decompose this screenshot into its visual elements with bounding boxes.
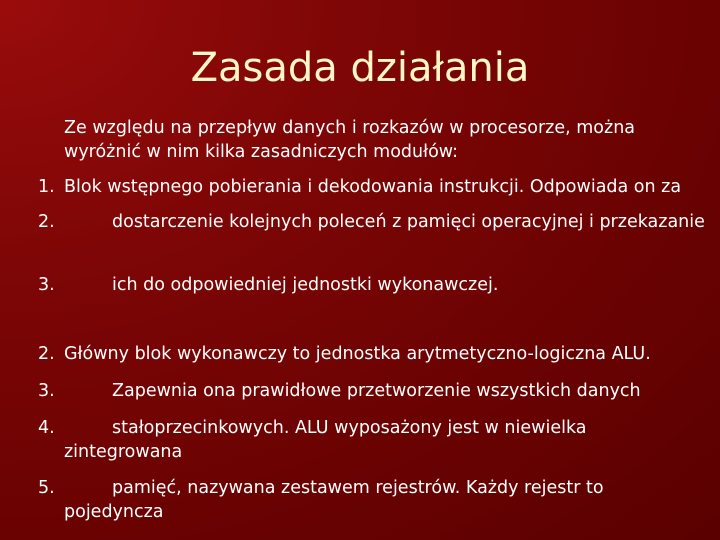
list-item-number: 1. [38,177,55,197]
list-item [38,416,708,464]
list-item-number: 4. [38,418,55,438]
intro-paragraph: Ze względu na przepływ danych i rozkazów w procesorze, można wyróżnić w nim kilka zasadniczych modułów: [64,118,636,162]
list-item-text: pamięć, nazywana zestawem rejestrów. Każdy rejestr to pojedyncza [64,478,604,522]
list-item-number: 2. [38,344,55,364]
list-item-number: 5. [38,478,55,498]
list-item-number: 3. [38,381,55,401]
list-item-text: dostarczenie kolejnych poleceń z pamięci operacyjnej i przekazanie [112,212,705,232]
list-item-text: Zapewnia ona prawidłowe przetworzenie wszystkich danych [112,381,641,401]
list-item-text: ich do odpowiedniej jednostki wykonawczej. [112,275,499,295]
slide-title: Zasada działania [190,45,530,91]
list-item [38,175,708,199]
list-item-number: 2. [38,212,55,232]
list-item-number: 3. [38,275,55,295]
list-item-text: stałoprzecinkowych. ALU wyposażony jest w niewielka zintegrowana [64,418,587,462]
list-item [38,379,708,403]
list-item [38,342,708,366]
list-item [38,210,708,234]
list-item-text: Główny blok wykonawczy to jednostka arytmetyczno-logiczna ALU. [64,344,651,364]
list-item-text: Blok wstępnego pobierania i dekodowania instrukcji. Odpowiada on za [64,177,682,197]
list-item [38,476,708,524]
list-item [38,273,708,297]
